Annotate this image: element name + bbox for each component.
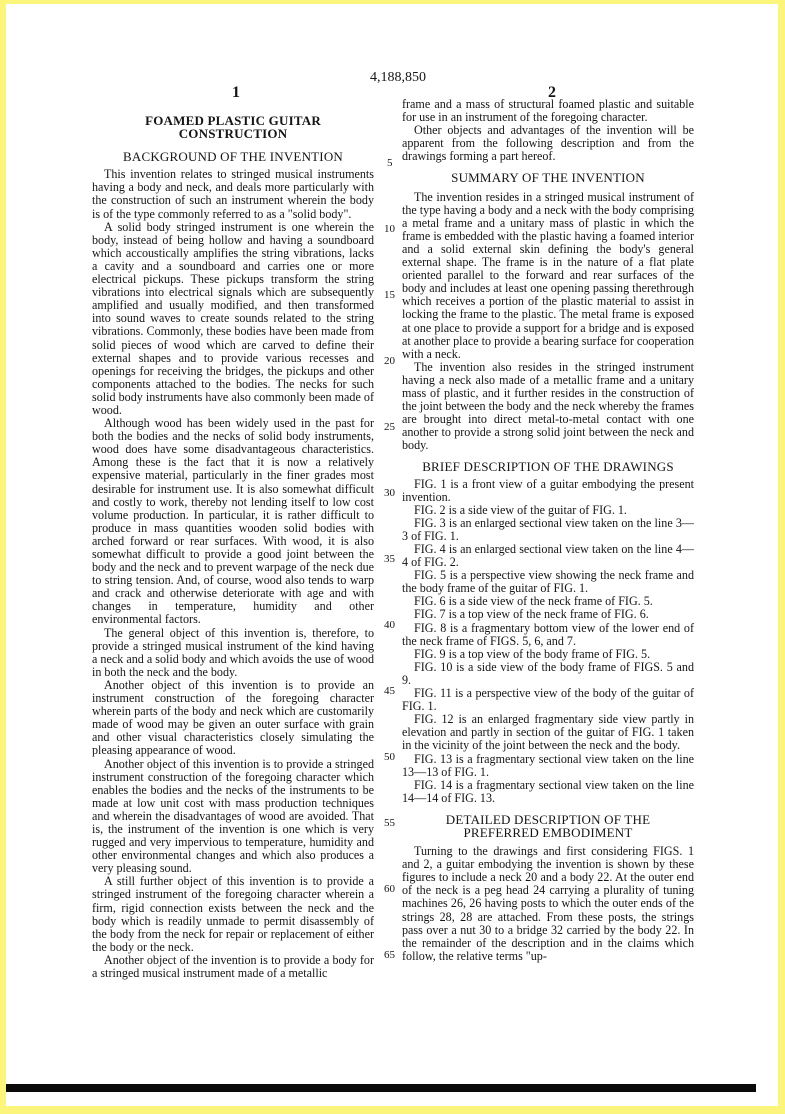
patent-number: 4,188,850 bbox=[370, 70, 426, 85]
line-number: 20 bbox=[384, 355, 395, 367]
line-number: 30 bbox=[384, 487, 395, 499]
paragraph: Another object of this invention is to provide a stringed instrument construction of the foregoing character which enables the bodies and the necks of the instruments to be made at low unit cost with mass production techniques and wherein the disadvantages of wood are avoided. That is, the instrument of the invention is one which is very rugged and very impervious to temperature, humidity and other environmental changes and which also produces a very pleasing sound. bbox=[92, 756, 374, 876]
figure-description: FIG. 6 is a side view of the neck frame of FIG. 5. bbox=[414, 594, 653, 609]
line-number: 5 bbox=[387, 157, 393, 169]
paragraph: The general object of this invention is, therefore, to provide a stringed musical instrument of the kind having a neck and a solid body and which avoids the use of wood in both the neck and the body. bbox=[92, 625, 374, 679]
figure-description: FIG. 12 is an enlarged fragmentary side view partly in elevation and partly in section of the guitar of FIG. 1 taken in the vicinity of the joint between the neck and the body. bbox=[402, 712, 694, 753]
figure-description: FIG. 14 is a fragmentary sectional view taken on the line 14—14 of FIG. 13. bbox=[402, 777, 694, 805]
line-number: 45 bbox=[384, 685, 395, 697]
figure-description: FIG. 3 is an enlarged sectional view taken on the line 3—3 of FIG. 1. bbox=[402, 515, 694, 543]
left-column bbox=[92, 114, 374, 980]
figure-description: FIG. 9 is a top view of the body frame of FIG. 5. bbox=[414, 646, 651, 661]
right-column bbox=[402, 98, 694, 963]
line-number: 40 bbox=[384, 619, 395, 631]
paragraph: Although wood has been widely used in the past for both the bodies and the necks of solid body instruments, wood does have some disadvantageous characteristics. Among these is the fact that it is now a relatively expensive material, particularly in the finer grades most desirable for instrument use. It is also somewhat difficult and costly to work, thereby not lending itself to low cost volume production. In particular, it is rather difficult to produce in mass quantities wooden solid bodies with arched forward or rear surfaces. With wood, it is also somewhat difficult to provide a good joint between the body and the neck and to prevent warpage of the neck due to string tension. And, of course, wood also tends to warp and crack and otherwise deteriorate with age and with changes in temperature, humidity and other environmental factors. bbox=[92, 416, 374, 627]
line-number: 35 bbox=[384, 553, 395, 565]
heading-background: BACKGROUND OF THE INVENTION bbox=[122, 149, 343, 165]
paragraph: Another object of the invention is to provide a body for a stringed musical instrument made of a metallic bbox=[92, 952, 374, 980]
figure-description: FIG. 13 is a fragmentary sectional view taken on the line 13—13 of FIG. 1. bbox=[402, 751, 694, 779]
paragraph: frame and a mass of structural foamed plastic and suitable for use in an instrument of the foregoing character. bbox=[402, 97, 694, 125]
line-number: 25 bbox=[384, 421, 395, 433]
title: FOAMED PLASTIC GUITAR CONSTRUCTION bbox=[145, 113, 321, 142]
paragraph: A still further object of this invention is to provide a stringed instrument of the foregoing character wherein a firm, rigid connection exists between the neck and the body which is readily unmade to permit disassembly of the body from the neck for repair or replacement of either the body or the neck. bbox=[92, 874, 374, 954]
heading-drawings: BRIEF DESCRIPTION OF THE DRAWINGS bbox=[422, 459, 674, 475]
line-number: 50 bbox=[384, 751, 395, 763]
bottom-border-bar bbox=[6, 1084, 756, 1092]
line-number: 60 bbox=[384, 883, 395, 895]
paragraph: The invention also resides in the stringed instrument having a neck also made of a metallic frame and a unitary mass of plastic, and it further resides in the construction of the joint between the body and the neck whereby the frames are brought into direct metal-to-metal contact with one another to provide a strong solid joint between the neck and body. bbox=[402, 359, 694, 453]
line-number: 15 bbox=[384, 289, 395, 301]
paragraph: Another object of this invention is to provide an instrument construction of the foregoing character wherein parts of the body and neck which are customarily made of wood may be given an outer surface with grain and other visual characteristics closely simulating the pleasing appearance of wood. bbox=[92, 677, 374, 758]
figure-description: FIG. 2 is a side view of the guitar of FIG. 1. bbox=[414, 502, 627, 517]
paragraph: A solid body stringed instrument is one wherein the body, instead of being hollow and having a soundboard which accoustically amplifies the string vibrations, lacks a cavity and a soundboard and carries one or more electrical pickups. These pickups transform the string vibrations into electrical signals which are subsequently amplified and usually modified, and then transformed into sound waves to create sounds related to the string vibrations. Commonly, these bodies have been made from solid pieces of wood which are carved to define their external shapes and to provide various recesses and openings for receiving the bridges, the pickups and other components attached to the bodies. The necks for such solid body instruments have also commonly been made of wood. bbox=[92, 219, 374, 417]
figure-description: FIG. 1 is a front view of a guitar embodying the present invention. bbox=[402, 476, 694, 504]
heading-detailed-line2: PREFERRED EMBODIMENT bbox=[463, 824, 633, 840]
column-number-right: 2 bbox=[548, 84, 556, 101]
figure-description: FIG. 5 is a perspective view showing the neck frame and the body frame of the guitar of FIG. 1. bbox=[402, 568, 694, 596]
figure-description: FIG. 10 is a side view of the body frame of FIGS. 5 and 9. bbox=[402, 659, 694, 687]
heading-summary: SUMMARY OF THE INVENTION bbox=[451, 170, 645, 186]
figure-description: FIG. 8 is a fragmentary bottom view of the lower end of the neck frame of FIGS. 5, 6, and 7. bbox=[402, 620, 694, 648]
figure-description: FIG. 11 is a perspective view of the body of the guitar of FIG. 1. bbox=[402, 686, 694, 714]
patent-page bbox=[6, 4, 778, 1106]
column-number-left: 1 bbox=[232, 84, 240, 101]
heading-detailed-line1: DETAILED DESCRIPTION OF THE bbox=[445, 811, 651, 827]
paragraph: Other objects and advantages of the invention will be apparent from the following description and from the drawings forming a part hereof. bbox=[402, 123, 694, 164]
paragraph: The invention resides in a stringed musical instrument of the type having a body and a neck with the body comprising a metal frame and a unitary mass of plastic in which the frame is embedded with the plastic having a foamed interior and a solid external skin defining the body's general external shape. The frame is in the nature of a flat plate oriented parallel to the forward and rear surfaces of the body and includes at least one opening passing therethrough which receives a portion of the plastic material to assist in locking the frame to the plastic. The metal frame is exposed at one place to provide a support for a bridge and is exposed at another place to provide a bearing surface for cooperation with a neck. bbox=[402, 189, 694, 361]
paragraph: Turning to the drawings and first considering FIGS. 1 and 2, a guitar embodying the invention is shown by these figures to include a neck 20 and a body 22. At the outer end of the neck is a peg head 24 carrying a plurality of tuning machines 26, 26 having posts to which the outer ends of the strings 28, 28 are attached. From these posts, the strings pass over a nut 30 to a bridge 32 carried by the body 22. In the remainder of the description and in the claims which follow, the relative terms "up- bbox=[402, 844, 694, 963]
line-number: 55 bbox=[384, 817, 395, 829]
figure-description: FIG. 4 is an enlarged sectional view taken on the line 4—4 of FIG. 2. bbox=[402, 542, 694, 570]
paragraph: This invention relates to stringed musical instruments having a body and neck, and deals more particularly with the construction of such an instrument wherein the body is of the type commonly referred to as a "solid body". bbox=[92, 167, 374, 221]
line-number: 65 bbox=[384, 949, 395, 961]
line-number: 10 bbox=[384, 223, 395, 235]
figure-description: FIG. 7 is a top view of the neck frame of FIG. 6. bbox=[414, 607, 649, 622]
